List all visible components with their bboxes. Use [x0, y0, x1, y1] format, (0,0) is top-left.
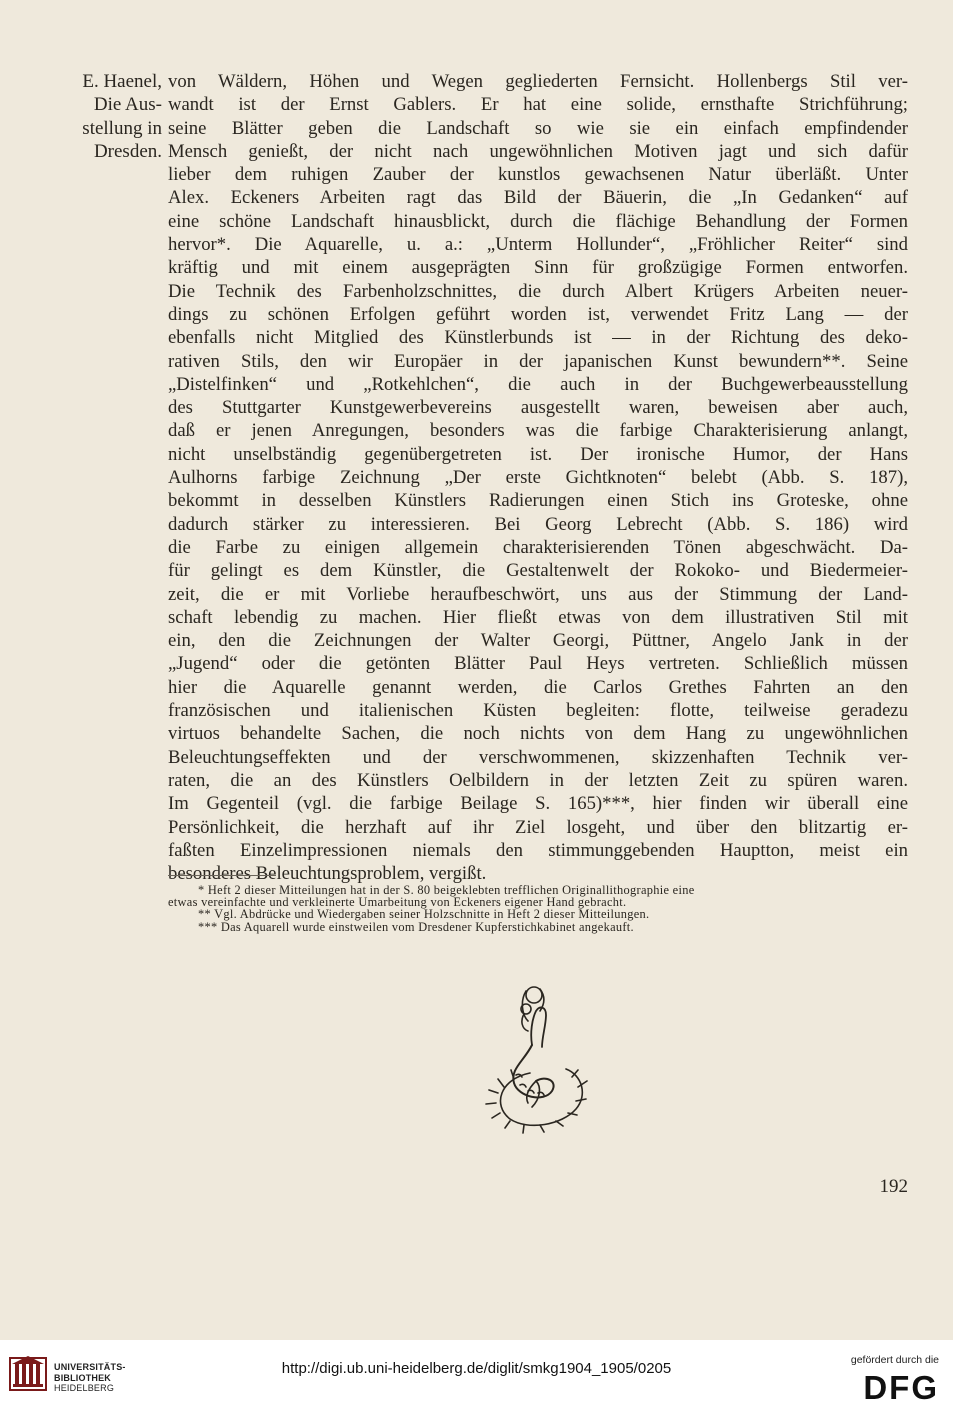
body-text — [168, 70, 908, 885]
text-line: dings zu schönen Erfolgen geführt worden ist, verwendet Fritz Lang — der — [168, 303, 908, 325]
text-line: ein, den die Zeichnungen der Walter Georgi, Püttner, Angelo Jank in der — [168, 630, 908, 652]
text-line: Persönlichkeit, die herzhaft auf ihr Ziel losgeht, und über den blitzartig er- — [168, 816, 908, 838]
text-line: nicht unselbständig gegenübergetreten ist. Der ironische Humor, der Hans — [168, 443, 908, 465]
text-line: schaft lebendig zu machen. Hier fließt etwas von dem illustrativen Stil mit — [168, 606, 908, 628]
page-number: 192 — [879, 1176, 908, 1197]
mermaid-vignette-icon — [470, 975, 610, 1127]
text-line: von Wäldern, Höhen und Wegen gegliederten Fernsicht. Hollenbergs Stil ver- — [168, 71, 908, 92]
text-line: raten, die an des Künstlers Oelbildern in der letzten Zeit zu spüren waren. — [168, 769, 908, 791]
margin-note — [50, 70, 162, 163]
dfg-logo[interactable]: DFG — [863, 1369, 939, 1406]
text-line: hervor*. Die Aquarelle, u. a.: „Unterm Hollunder“, „Fröhlicher Reiter“ sind — [168, 234, 908, 256]
margin-note-line: Die Aus- — [93, 94, 162, 116]
text-line: daß er jenen Anregungen, besonders was die farbige Charakterisierung anlangt, — [168, 420, 908, 442]
text-line: rativen Stils, den wir Europäer in der japanischen Kunst bewundern**. Seine — [168, 350, 908, 372]
text-line: „Distelfinken“ und „Rotkehlchen“, die auch in der Buchgewerbeausstellung — [168, 373, 908, 395]
margin-note-line: stellung in — [82, 117, 162, 139]
text-line: bekommt in desselben Künstlers Radierungen einen Stich ins Groteske, ohne — [168, 490, 908, 512]
text-line: Beleuchtungseffekten und der verschwommenen, skizzenhaften Technik ver- — [168, 746, 908, 768]
funded-by-label: gefördert durch die — [850, 1354, 939, 1366]
text-line: besonderes Beleuchtungsproblem, vergißt. — [168, 863, 487, 885]
text-line: Die Technik des Farbenholzschnittes, die durch Albert Krügers Arbeiten neuer- — [168, 280, 908, 302]
viewer-footer — [0, 1340, 953, 1413]
text-line: französischen und italienischen Küsten begleiten: flotte, teilweise geradezu — [168, 700, 908, 722]
footnote-rule — [168, 875, 276, 876]
text-line: zeit, die er mit Vorliebe heraufbeschwört, uns aus der Stimmung der Land- — [168, 583, 908, 605]
text-line: Mensch genießt, der nicht nach ungewöhnlichen Motiven jagt und sich dafür — [168, 140, 908, 162]
permalink-url[interactable]: http://digi.ub.uni-heidelberg.de/diglit/smkg1904_1905/0205 — [281, 1360, 672, 1377]
text-line: Im Gegenteil (vgl. die farbige Beilage S. 165)***, hier finden wir überall eine — [168, 793, 908, 815]
text-line: faßten Einzelimpressionen niemals den stimmunggebenden Hauptton, meist ein — [168, 839, 908, 861]
library-name-line: HEIDELBERG — [54, 1383, 115, 1393]
text-line: seine Blätter geben die Landschaft so wie sie ein einfach empfindender — [168, 117, 908, 139]
text-line: des Stuttgarter Kunstgewerbevereins ausgestellt waren, beweisen aber auch, — [168, 397, 908, 419]
footnotes — [168, 884, 908, 933]
text-line: wandt ist der Ernst Gablers. Er hat eine solide, ernsthafte Strichführung; — [168, 94, 908, 116]
text-line: kräftig und mit einem ausgeprägten Sinn für großzügige Formen entworfen. — [168, 257, 908, 279]
library-name-line: UNIVERSITÄTS- — [54, 1362, 126, 1372]
text-line: Alex. Eckeners Arbeiten ragt das Bild der Bäuerin, die „In Gedanken“ auf — [168, 187, 908, 209]
text-line: ebenfalls nicht Mitglied des Künstlerbunds ist — in der Richtung des deko- — [168, 327, 908, 349]
text-line: „Jugend“ oder die getönten Blätter Paul Heys vertreten. Schließlich müssen — [168, 653, 908, 675]
margin-note-line: Dresden. — [93, 140, 162, 162]
library-name-line: BIBLIOTHEK — [54, 1372, 111, 1383]
text-line: virtuos behandelte Sachen, die noch nichts von dem Hang zu ungewöhnlichen — [168, 723, 908, 745]
footnote: ** Vgl. Abdrücke und Wiedergaben seiner Holzschnitte in Heft 2 dieser Mitteilungen. — [198, 907, 650, 922]
text-line: für gelingt es dem Künstler, die Gestaltenwelt der Rokoko- und Biedermeier- — [168, 560, 908, 582]
text-line: die Farbe zu einigen allgemein charakterisierenden Tönen abgeschwächt. Da- — [168, 536, 908, 558]
text-line: lieber dem ruhigen Zauber der kunstlos gewachsenen Natur überläßt. Unter — [168, 164, 908, 186]
text-line: dadurch stärker zu interessieren. Bei Georg Lebrecht (Abb. S. 186) wird — [168, 513, 908, 535]
text-line: eine schöne Landschaft hinausblickt, durch die flächige Behandlung der Formen — [168, 210, 908, 232]
footnote: *** Das Aquarell wurde einstweilen vom Dresdener Kupferstichkabinet angekauft. — [198, 919, 634, 934]
text-line: Aulhorns farbige Zeichnung „Der erste Gichtknoten“ belebt (Abb. S. 187), — [168, 467, 908, 489]
footnote-continuation: etwas vereinfachte und verkleinerte Umarbeitung von Eckeners eigener Hand gebracht. — [168, 895, 627, 910]
footnote: * Heft 2 dieser Mitteilungen hat in der S. 80 beigeklebten trefflichen Originallithographie eine — [198, 883, 695, 897]
margin-note-line: E. Haenel, — [82, 71, 162, 92]
text-line: hier die Aquarelle genannt werden, die Carlos Grethes Fahrten an den — [168, 676, 908, 698]
